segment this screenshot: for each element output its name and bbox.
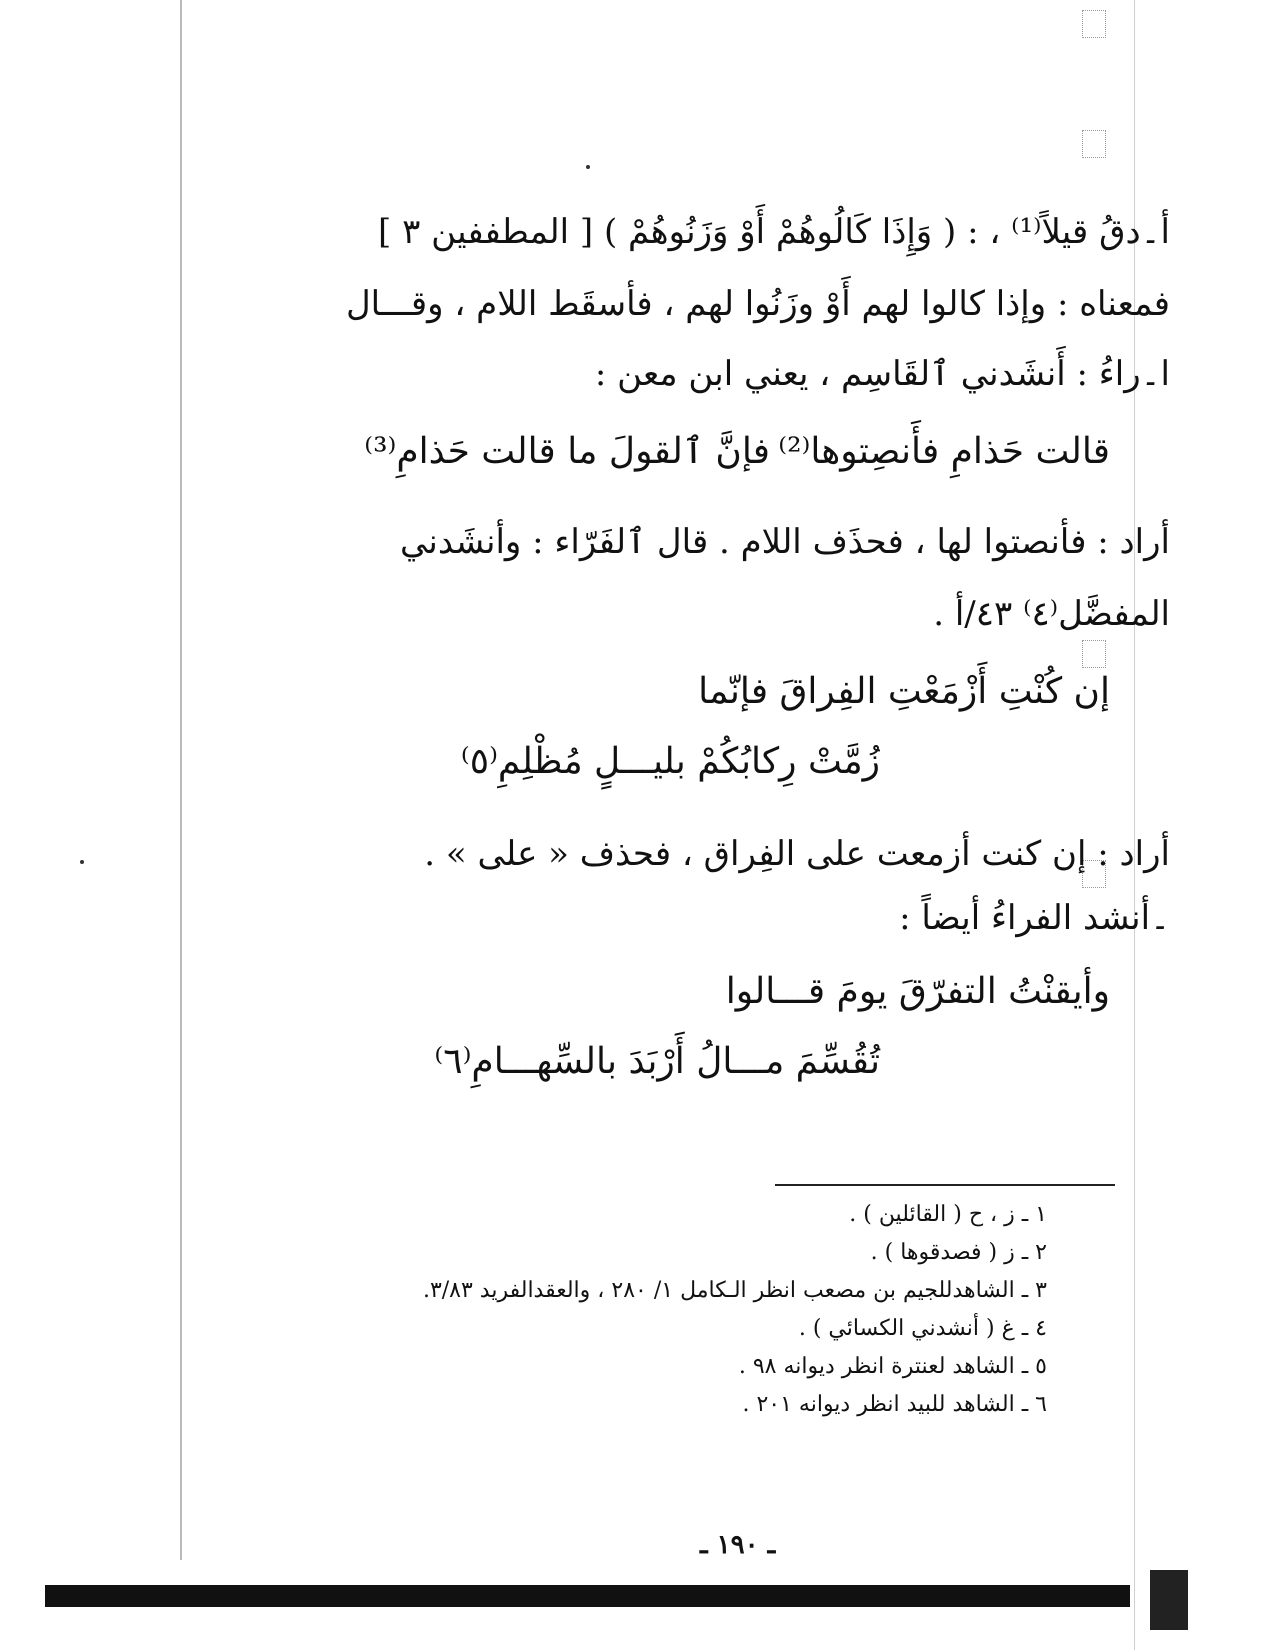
footnote-2: ٢ ـ ز ( فصدقوها ) . xyxy=(870,1240,1047,1265)
body-line-6: أراد : إن كنت أزمعت على الفِراق ، فحذف « على » . xyxy=(424,834,1170,874)
scan-bottom-bar xyxy=(45,1585,1130,1607)
verse-3-second-hemistich: تُقُسِّمَ مـــالُ أَرْبَدَ بالسِّهـــامِ⁽٦⁾ xyxy=(434,1041,880,1082)
verse-2-second-hemistich: زُمَّتْ رِكابُكُمْ بليـــلٍ مُظْلِمِ⁽٥⁾ xyxy=(460,741,880,782)
verse-1-first-hemistich: قالت حَذامِ فأَنصِتوها⁽²⁾ xyxy=(778,431,1110,472)
scan-mark xyxy=(1082,640,1106,668)
footnote-5: ٥ ـ الشاهد لعنترة انظر ديوانه ٩٨ . xyxy=(738,1354,1047,1379)
scan-mark xyxy=(1082,130,1106,158)
footnote-1: ١ ـ ز ، ح ( القائلين ) . xyxy=(849,1202,1047,1227)
body-line-4: أراد : فأنصتوا لها ، فحذَف اللام . قال ٱلفَرّاء : وأنشَدني xyxy=(400,522,1170,562)
scan-speck xyxy=(586,165,590,169)
scan-edge-left xyxy=(180,0,182,1560)
body-line-3: ا۔راءُ : أَنشَدني ٱلقَاسِم ، يعني ابن معن : xyxy=(594,354,1170,394)
scan-bottom-block xyxy=(1150,1570,1188,1630)
page-number: ـ ١٩٠ ـ xyxy=(700,1530,776,1560)
footnote-4: ٤ ـ غ ( أنشدني الكسائي ) . xyxy=(798,1316,1047,1341)
footnote-3: ٣ ـ الشاهدللجيم بن مصعب انظر الـكامل ١/ ٢٨٠ ، والعقدالفريد ٣/٨٣. xyxy=(422,1278,1047,1303)
body-line-1: أ۔دقُ قيلاً⁽¹⁾ ، : ( وَإِذَا كَالُوهُمْ أَوْ وَزَنُوهُمْ ) [ المطففين ٣ ] xyxy=(378,212,1170,252)
footnote-separator xyxy=(775,1184,1115,1186)
verse-3-first-hemistich: وأيقنْتُ التفرّقَ يومَ قـــالوا xyxy=(725,971,1110,1012)
body-line-2: فمعناه : وإذا كالوا لهم أَوْ وزَنُوا لهم ، فأسقَط اللام ، وقـــال xyxy=(345,284,1170,324)
scan-mark xyxy=(1082,10,1106,38)
verse-1-second-hemistich: فإنَّ ٱلقولَ ما قالت حَذامِ⁽³⁾ xyxy=(364,431,770,472)
footnote-6: ٦ ـ الشاهد للبيد انظر ديوانه ٢٠١ . xyxy=(742,1392,1047,1417)
scan-speck xyxy=(80,860,84,864)
body-line-7: ۔أنشد الفراءُ أيضاً : xyxy=(899,898,1170,938)
verse-2-first-hemistich: إن كُنْتِ أَزْمَعْتِ الفِراقَ فإنّما xyxy=(698,671,1110,712)
body-line-5: المفضَّل⁽٤⁾ ٤٣/أ . xyxy=(933,594,1170,634)
